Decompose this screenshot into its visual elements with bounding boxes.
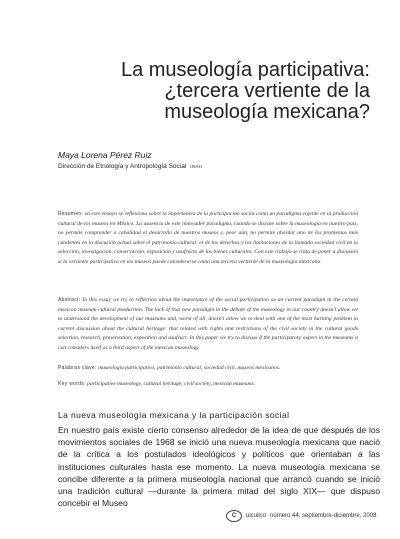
article-title: [40, 60, 370, 123]
palabras-clave-line: [58, 364, 358, 374]
section-heading: La nueva museología mexicana y la participación social: [58, 410, 290, 420]
resumen-text: en este ensayo se reflexiona sobre la importancia de la participación social como un paradigma vigente en la producción cultural de los museos en México. La ausencia de este innovador paradigma, cuando se discute sobre la museología en nuestro país, no permite comprender a cabalidad el desarrollo de nuestros museos y, peor aún, no permite abordar uno de los problemas más candentes en la discusión actual sobre el patrimonio cultural: el de los derechos y los limitaciones de la llamada sociedad civil en la selección, investigación, conservación, exposición y usufructo de los bienes culturales. Con este trabajo se trata de poner a discusión si la vertiente participativa en los museos puede considerarse como una tercera vertiente de la museología mexicana.: [58, 211, 358, 265]
affiliation-text: Dirección de Etnología y Antropología Social: [58, 163, 187, 170]
journal-name: uicuilco: [246, 513, 267, 519]
abstract-paragraph: [58, 296, 358, 353]
resumen-paragraph: [58, 210, 358, 267]
abstract-label: Abstract:: [58, 297, 81, 303]
key-words-label: Key words:: [58, 381, 86, 387]
author-affiliation: [58, 163, 202, 170]
page-footer: [226, 510, 376, 522]
issue-info: número 44, septiembre-diciembre, 2008: [270, 513, 377, 519]
palabras-clave-label: Palabras clave:: [58, 365, 97, 371]
author-name: Maya Lorena Pérez Ruiz: [58, 150, 152, 160]
journal-logo: C: [226, 510, 242, 522]
title-line: ¿tercera vertiente de la: [164, 80, 370, 102]
palabras-clave-text: museología participativa, patrimonio cultural, sociedad civil, museos mexicanos.: [98, 365, 281, 371]
title-line: museología mexicana?: [164, 101, 370, 123]
key-words-text: participative museology, cultural heritage, civil society, mexican museums.: [87, 381, 256, 387]
resumen-label: Resumen:: [58, 211, 84, 217]
body-paragraph: En nuestro país existe cierto consenso alrededor de la idea de que después de los movimientos sociales de 1968 se inició una nueva museología mexicana que nació de la crítica a los postulados ideológicos y políticos que orientaban a las instituciones culturales hasta ese momento. La nueva museología mexicana se concibe diferente a la primera museología nacional que arrancó cuando se inició una tradición cultural —durante la primera mitad del siglo XIX— que dispuso concebir el Museo: [58, 425, 380, 509]
institution-text: INAH: [190, 164, 203, 169]
title-line: La museología participativa:: [120, 59, 370, 81]
abstract-text: In this essay we try to reflection about the importance of the social participation as an current paradigm in the certain mexican museum cultural production. The lack of that new paradigm in the debate of the museology in our country doesn't allow we to understand the development of our museums and, worst of all, doesn't allow we to deal with one of the most burning problem in current discussion about the cultural heritage: that related with rights and restrictions of the civil society in the cultural goods selection, research, preservation, exposition and usufruct. In this paper we try to discuss if the participatory aspect in the museums it can considers itself as a third aspect of the mexican museology.: [58, 297, 358, 351]
key-words-line: [58, 380, 358, 390]
